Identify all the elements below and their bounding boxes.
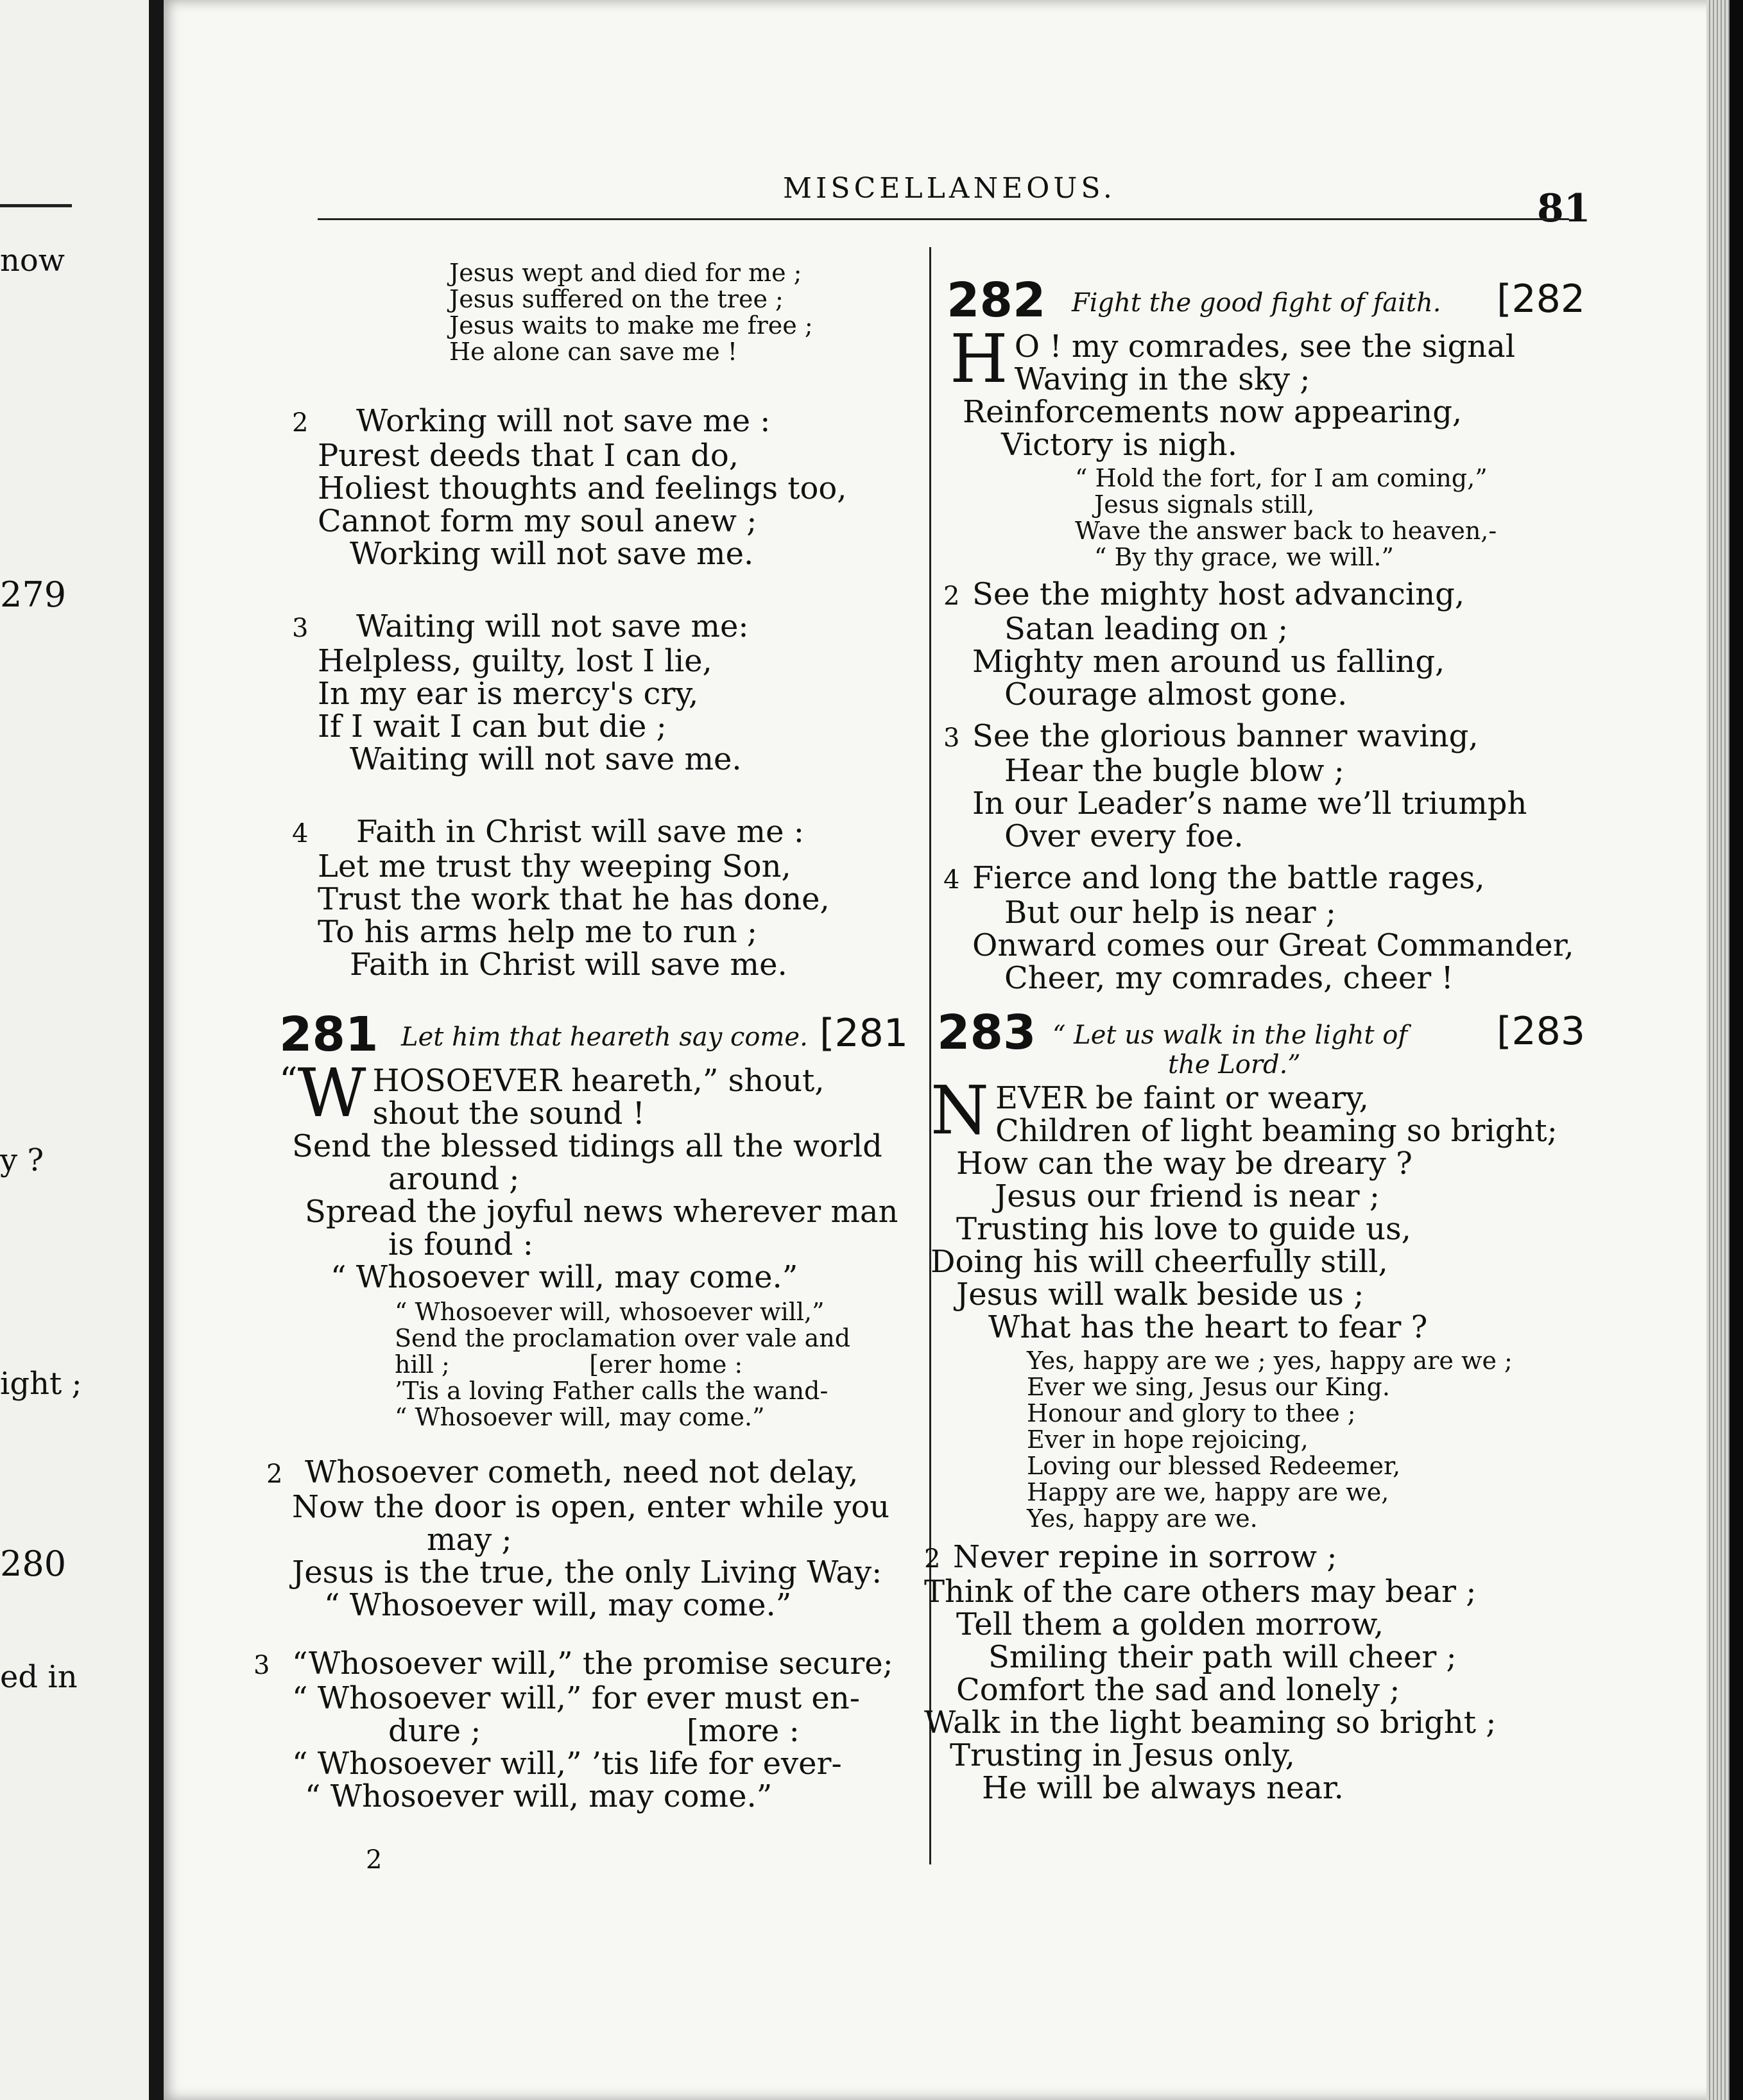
verse-line: Fierce and long the battle rages, <box>972 860 1485 896</box>
chorus-line: Jesus suffered on the tree ; <box>449 285 784 313</box>
verse-line: dure ; [more : <box>388 1713 800 1749</box>
hymn-number-right: [282 <box>1497 277 1585 322</box>
drop-cap: W <box>297 1054 366 1132</box>
verse-line: “ Whosoever will, may come.” <box>331 1259 798 1295</box>
verse-line: Hear the bugle blow ; <box>1004 753 1344 789</box>
chorus-line: Send the proclamation over vale and <box>395 1324 851 1352</box>
verse-line: Let me trust thy weeping Son, <box>318 848 791 884</box>
left-column <box>253 259 908 1814</box>
verse-line: Trusting in Jesus only, <box>950 1737 1295 1773</box>
page-number: 81 <box>1537 186 1591 231</box>
verse-number: 4 <box>943 865 960 895</box>
verse-number: 3 <box>943 723 960 753</box>
verse-line: Comfort the sad and lonely ; <box>956 1672 1400 1708</box>
verse-line: “Whosoever will,” the promise secure; <box>292 1646 893 1682</box>
verse-number: 3 <box>253 1651 270 1680</box>
verse-line: Never repine in sorrow ; <box>953 1539 1337 1575</box>
hymn-heading <box>924 1005 1585 1082</box>
chorus-line: Jesus signals still, <box>1094 490 1315 519</box>
chorus-line: ’Tis a loving Father calls the wand- <box>395 1377 829 1405</box>
verse-line: Send the blessed tidings all the world <box>292 1128 882 1164</box>
signature-mark: 2 <box>366 1845 382 1875</box>
verse-line: Cannot form my soul anew ; <box>318 503 757 539</box>
verse-line: Tell them a golden morrow, <box>956 1606 1384 1642</box>
verse-line: O ! my comrades, see the signal <box>1014 329 1516 365</box>
verse-line: Victory is nigh. <box>1001 427 1237 463</box>
verse <box>924 720 1566 853</box>
verse-line: Walk in the light beaming so bright ; <box>924 1705 1497 1741</box>
verse-line: In our Leader’s name we’ll triumph <box>972 786 1527 822</box>
verse <box>924 860 1574 996</box>
chorus-line: Jesus waits to make me free ; <box>449 311 813 340</box>
verse-line: Waiting will not save me: <box>356 608 749 644</box>
verse-line: Children of light beaming so bright; <box>995 1113 1558 1149</box>
verse-line: Faith in Christ will save me. <box>350 947 787 983</box>
verse-line: around ; <box>388 1161 520 1197</box>
drop-cap: H <box>950 320 1008 398</box>
chorus-line: Yes, happy are we ; yes, happy are we ; <box>1027 1347 1513 1375</box>
verse-line: Courage almost gone. <box>1004 676 1348 712</box>
verse-line: Purest deeds that I can do, <box>318 438 739 474</box>
chorus-line: hill ; [erer home : <box>395 1350 743 1379</box>
verse-line: Smiling their path will cheer ; <box>988 1639 1457 1675</box>
hymn-first-verse <box>279 1054 898 1295</box>
hymn-number-right: [283 <box>1497 1009 1585 1054</box>
verse-line: Jesus is the true, the only Living Way: <box>292 1554 882 1590</box>
chorus <box>924 1348 1566 1532</box>
verse <box>924 1541 1566 1805</box>
facing-page <box>0 0 164 2100</box>
chorus-line: Honour and glory to thee ; <box>1027 1399 1356 1427</box>
verse-line: Waving in the sky ; <box>1014 361 1310 397</box>
facing-page-fragment: ed in <box>0 1659 78 1695</box>
facing-page-fragment: now <box>0 243 65 279</box>
chorus-line: He alone can save me ! <box>449 338 737 366</box>
verse-line: is found : <box>388 1226 533 1262</box>
hymn-number: 283 <box>937 1005 1036 1060</box>
verse-line: Reinforcements now appearing, <box>963 394 1463 430</box>
verse-line: Faith in Christ will save me : <box>356 814 804 850</box>
facing-page-fragment: 280 <box>0 1544 67 1584</box>
hymn-first-verse <box>924 1071 1566 1345</box>
page-edge <box>1706 0 1730 2100</box>
chorus-line: Ever we sing, Jesus our King. <box>1027 1373 1390 1401</box>
verse-line: shout the sound ! <box>372 1096 645 1132</box>
drop-cap: N <box>931 1071 989 1149</box>
verse <box>292 610 895 776</box>
verse-line: To his arms help me to run ; <box>318 914 758 950</box>
chorus <box>924 465 1566 571</box>
verse-line: Helpless, guilty, lost I lie, <box>318 643 712 679</box>
header-rule <box>318 218 1569 220</box>
verse-line: “ Whosoever will,” ’tis life for ever- <box>292 1746 842 1782</box>
hymn-first-verse <box>924 320 1566 463</box>
verse <box>924 578 1566 711</box>
facing-page-fragment: 279 <box>0 574 67 615</box>
verse-line: But our help is near ; <box>1004 895 1336 931</box>
verse-line: Trust the work that he has done, <box>318 881 830 917</box>
verse-line: Satan leading on ; <box>1004 611 1289 647</box>
verse-line: Over every foe. <box>1004 818 1244 854</box>
hymn-number: 282 <box>947 273 1046 328</box>
verse-line: He will be always near. <box>982 1770 1344 1806</box>
chorus-line: Loving our blessed Redeemer, <box>1027 1452 1401 1480</box>
right-column <box>924 260 1585 1806</box>
hymn-title-continued: the Lord.” <box>1168 1050 1301 1080</box>
verse-line: Spread the joyful news wherever man <box>305 1194 898 1230</box>
verse-line: Onward comes our Great Commander, <box>972 927 1574 963</box>
verse-line: Cheer, my comrades, cheer ! <box>1004 960 1454 996</box>
verse-line: Doing his will cheerfully still, <box>931 1244 1388 1280</box>
verse-line: Trusting his love to guide us, <box>956 1211 1411 1247</box>
verse-line: may ; <box>427 1522 512 1558</box>
verse-line: Waiting will not save me. <box>350 741 742 777</box>
opening-quote: “ <box>279 1060 298 1102</box>
hymn-heading <box>924 273 1585 331</box>
hymn-title: Fight the good fight of faith. <box>1072 288 1441 318</box>
chorus <box>292 1299 895 1431</box>
verse-line: Holiest thoughts and feelings too, <box>318 470 847 506</box>
chorus-line: “ Hold the fort, for I am coming,” <box>1075 464 1488 492</box>
verse <box>253 1646 895 1814</box>
verse-number: 2 <box>292 408 309 438</box>
verse-line: Now the door is open, enter while you <box>292 1489 890 1525</box>
hymn-title: Let him that heareth say come. <box>401 1022 808 1052</box>
chorus-line: Yes, happy are we. <box>1027 1504 1258 1533</box>
verse-number: 3 <box>292 614 309 643</box>
verse <box>292 405 895 571</box>
verse-line: In my ear is mercy's cry, <box>318 676 699 712</box>
hymn-heading <box>279 1007 908 1065</box>
verse-number: 4 <box>292 819 309 848</box>
verse <box>292 816 895 981</box>
verse-line: Jesus our friend is near ; <box>995 1178 1380 1214</box>
hymn-title: “ Let us walk in the light of <box>1052 1020 1408 1050</box>
verse-line: What has the heart to fear ? <box>988 1309 1428 1345</box>
verse-line: HOSOEVER heareth,” shout, <box>372 1063 825 1099</box>
chorus-line: “ Whosoever will, whosoever will,” <box>395 1298 825 1326</box>
chorus-line: Happy are we, happy are we, <box>1027 1478 1389 1506</box>
chorus-line: “ Whosoever will, may come.” <box>395 1403 765 1431</box>
verse-line: See the mighty host advancing, <box>972 576 1465 612</box>
verse-number: 2 <box>943 581 960 611</box>
chorus-line: Wave the answer back to heaven,- <box>1075 517 1497 545</box>
chorus-line: Jesus wept and died for me ; <box>449 259 802 287</box>
chorus-line: Ever in hope rejoicing, <box>1027 1425 1309 1454</box>
verse-line: Whosoever cometh, need not delay, <box>305 1454 859 1490</box>
facing-page-fragment: ight ; <box>0 1366 82 1402</box>
verse-line: Working will not save me : <box>356 403 771 439</box>
verse-line: Working will not save me. <box>350 536 754 572</box>
verse-line: Jesus will walk beside us ; <box>956 1277 1364 1312</box>
verse-line: Think of the care others may bear ; <box>924 1574 1477 1610</box>
verse-number: 2 <box>924 1544 941 1574</box>
verse-line: “ Whosoever will,” for ever must en- <box>292 1680 860 1716</box>
verse-line: “ Whosoever will, may come.” <box>324 1587 792 1623</box>
hymn-number-right: [281 <box>820 1011 908 1056</box>
chorus-line: “ By thy grace, we will.” <box>1094 543 1394 571</box>
verse-line: “ Whosoever will, may come.” <box>305 1778 773 1814</box>
verse-line: If I wait I can but die ; <box>318 709 667 744</box>
verse-number: 2 <box>266 1459 283 1489</box>
running-header: MISCELLANEOUS. <box>783 172 1116 205</box>
verse-line: Mighty men around us falling, <box>972 644 1445 680</box>
verse-line: See the glorious banner waving, <box>972 718 1479 754</box>
verse-line: EVER be faint or weary, <box>995 1080 1369 1116</box>
verse-line: How can the way be dreary ? <box>956 1146 1412 1182</box>
hymn-number: 281 <box>279 1007 379 1062</box>
chorus <box>292 260 895 365</box>
verse <box>266 1454 895 1623</box>
facing-page-fragment: y ? <box>0 1142 44 1178</box>
facing-page-rule <box>0 204 72 207</box>
